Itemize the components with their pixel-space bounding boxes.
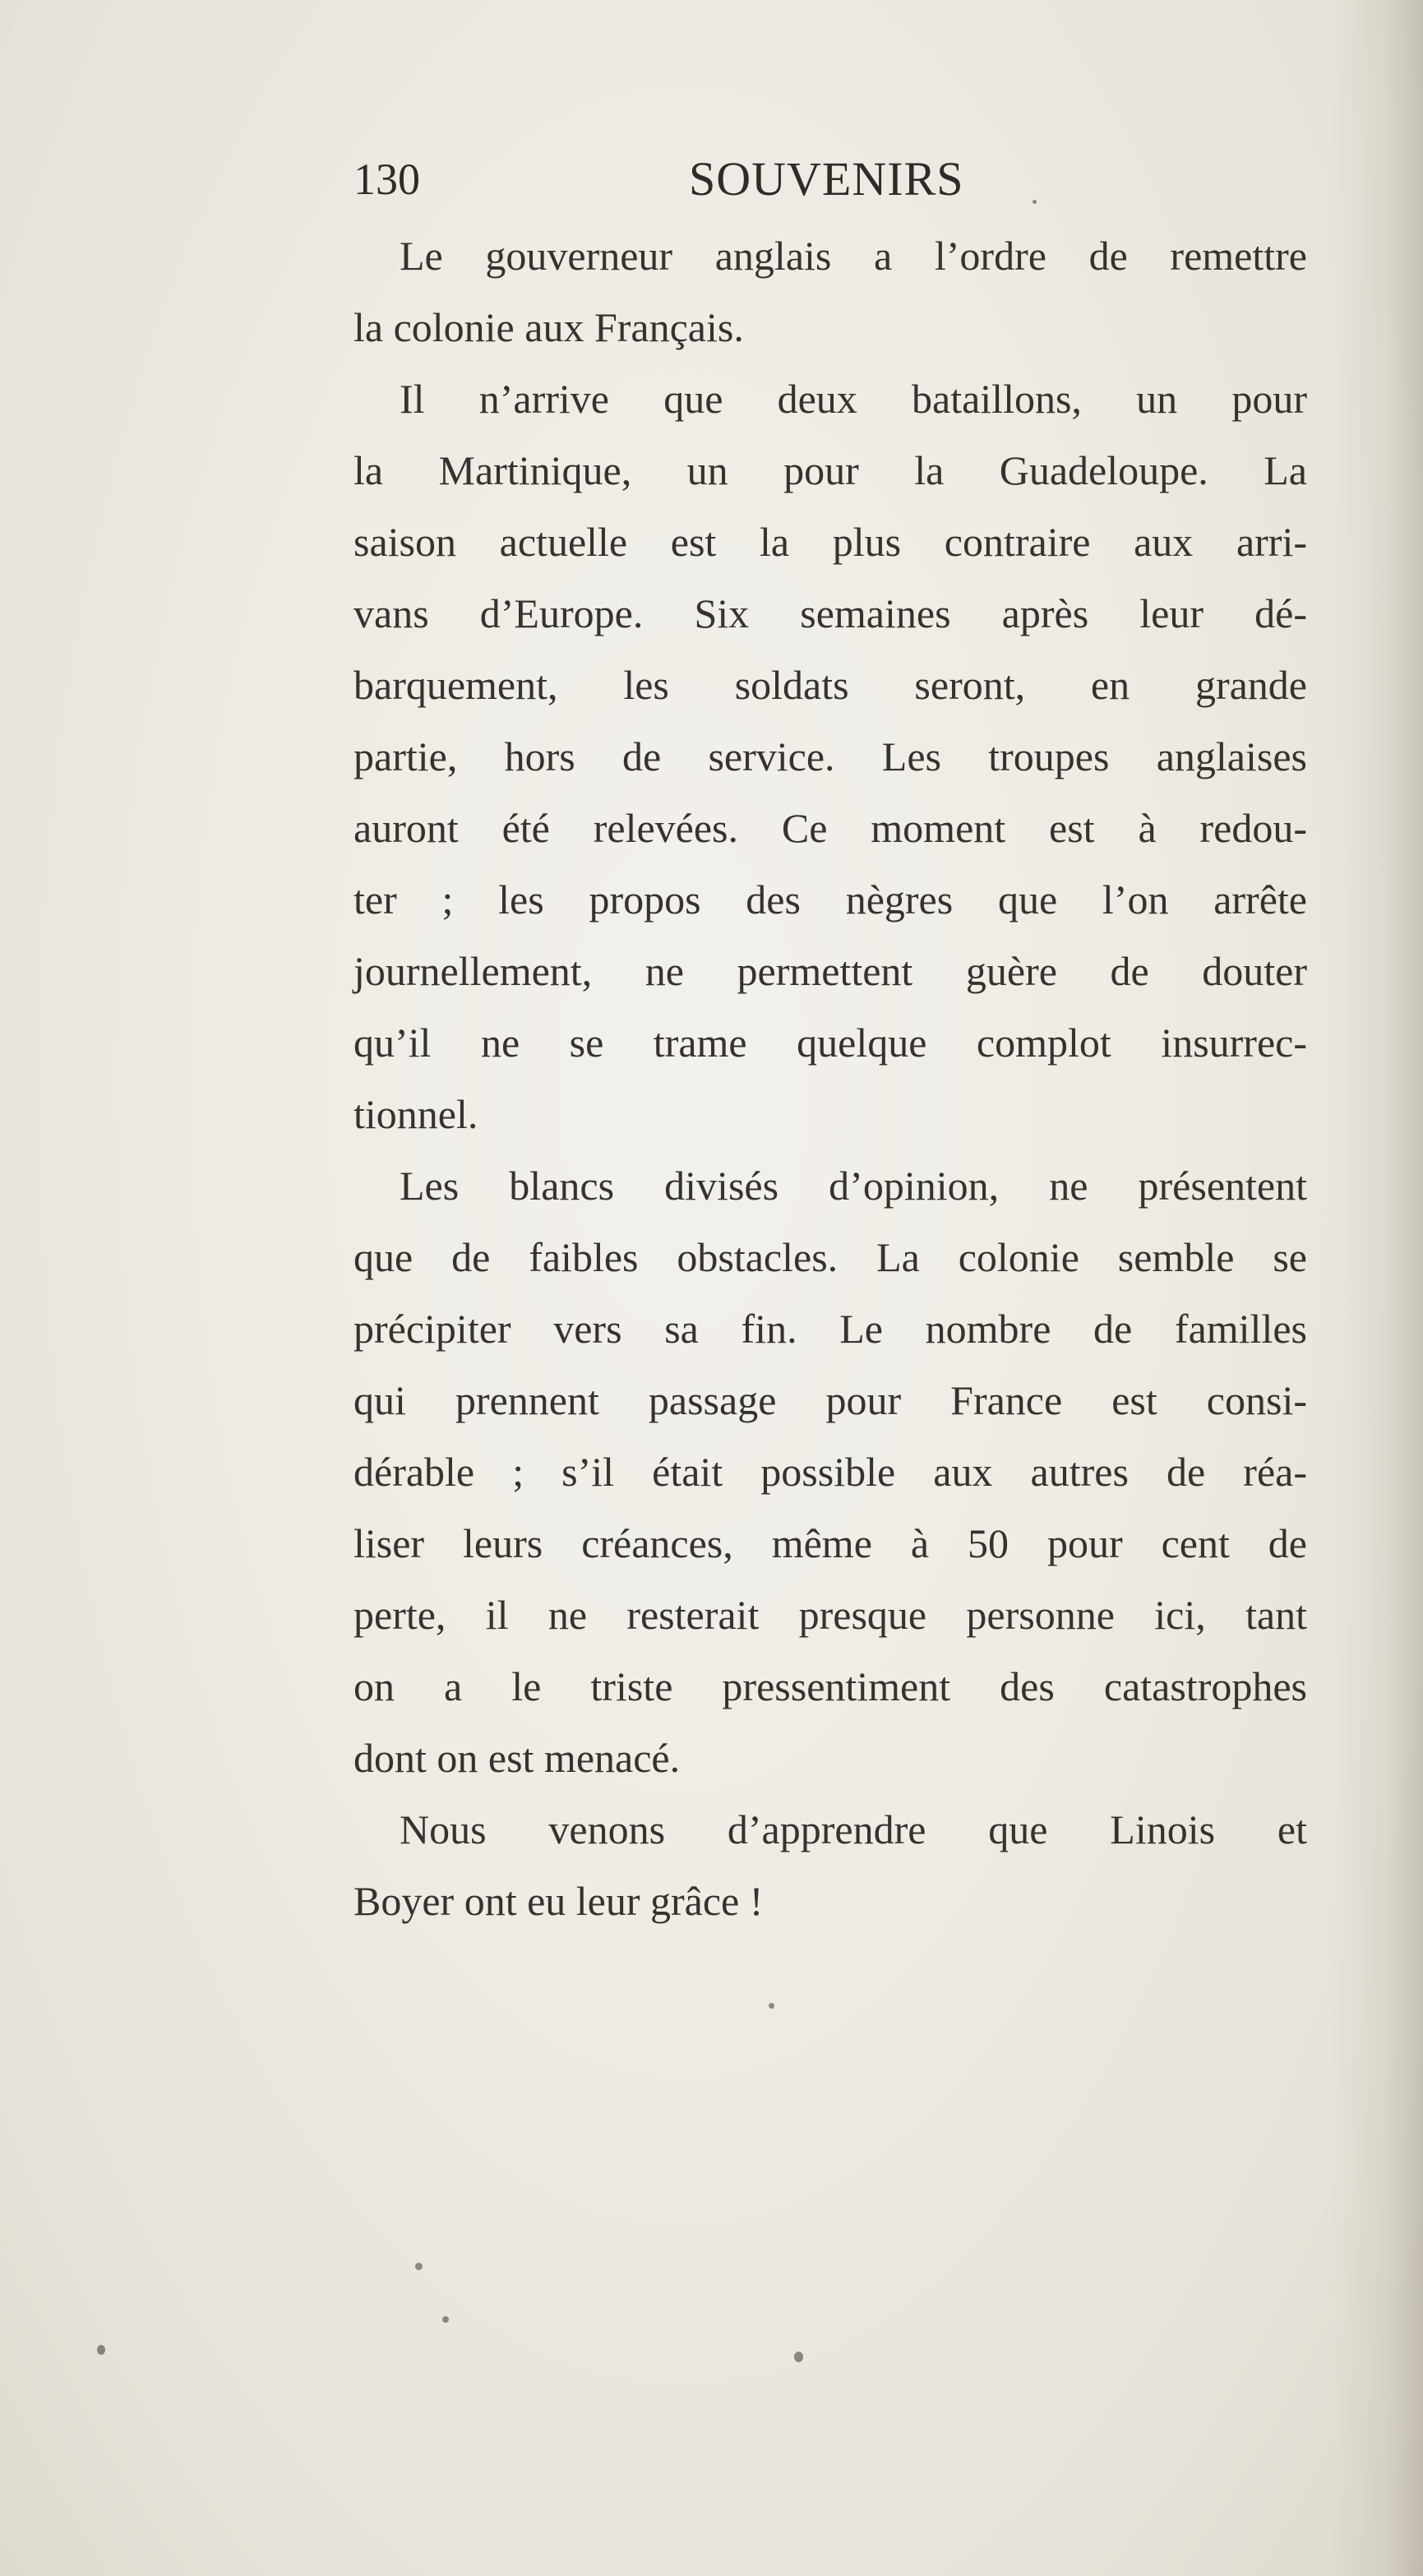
text-line: ter ; les propos des nègres que l’on arrête (353, 876, 1307, 923)
text-line: Il n’arrive que deux bataillons, un pour (400, 376, 1307, 422)
running-title: SOUVENIRS (689, 152, 964, 206)
ink-speck (769, 2003, 774, 2009)
text-line: Nous venons d’apprendre que Linois et (400, 1806, 1307, 1852)
text-line: saison actuelle est la plus contraire aux arri- (353, 519, 1307, 565)
ink-speck (1033, 200, 1037, 204)
text-line: tionnel. (353, 1091, 478, 1137)
paragraph (353, 363, 1307, 1150)
text-line: la Martinique, un pour la Guadeloupe. La (353, 447, 1307, 493)
body-text (353, 220, 1307, 1937)
ink-speck (794, 2352, 803, 2362)
text-line: auront été relevées. Ce moment est à redou- (353, 805, 1307, 851)
text-line: perte, il ne resterait presque personne ici, tant (353, 1592, 1307, 1638)
text-line: dérable ; s’il était possible aux autres de réa- (353, 1449, 1307, 1495)
ink-speck (97, 2345, 105, 2355)
text-line: barquement, les soldats seront, en grande (353, 662, 1307, 708)
paragraph (353, 220, 1307, 363)
text-line: qu’il ne se trame quelque complot insurrec- (353, 1020, 1307, 1066)
text-line: que de faibles obstacles. La colonie semble se (353, 1234, 1307, 1280)
page-header (353, 146, 1307, 212)
page-number: 130 (353, 155, 420, 204)
text-line: qui prennent passage pour France est consi- (353, 1377, 1307, 1423)
text-line: on a le triste pressentiment des catastrophes (353, 1663, 1307, 1709)
text-line: Les blancs divisés d’opinion, ne présentent (400, 1163, 1307, 1209)
paragraph (353, 1150, 1307, 1794)
text-line: partie, hors de service. Les troupes anglaises (353, 733, 1307, 779)
text-line: la colonie aux Français. (353, 304, 744, 350)
text-line: Boyer ont eu leur grâce ! (353, 1878, 764, 1924)
ink-speck (442, 2316, 449, 2323)
paragraph (353, 1794, 1307, 1937)
text-line: Le gouverneur anglais a l’ordre de remettre (400, 233, 1307, 279)
text-line: journellement, ne permettent guère de douter (353, 948, 1307, 994)
text-line: liser leurs créances, même à 50 pour cent de (353, 1520, 1307, 1566)
text-line: précipiter vers sa fin. Le nombre de familles (353, 1306, 1307, 1352)
text-line: dont on est menacé. (353, 1735, 681, 1781)
page-edge-shadow (1333, 0, 1423, 2576)
text-line: vans d’Europe. Six semaines après leur dé- (353, 590, 1307, 636)
ink-speck (415, 2263, 423, 2270)
